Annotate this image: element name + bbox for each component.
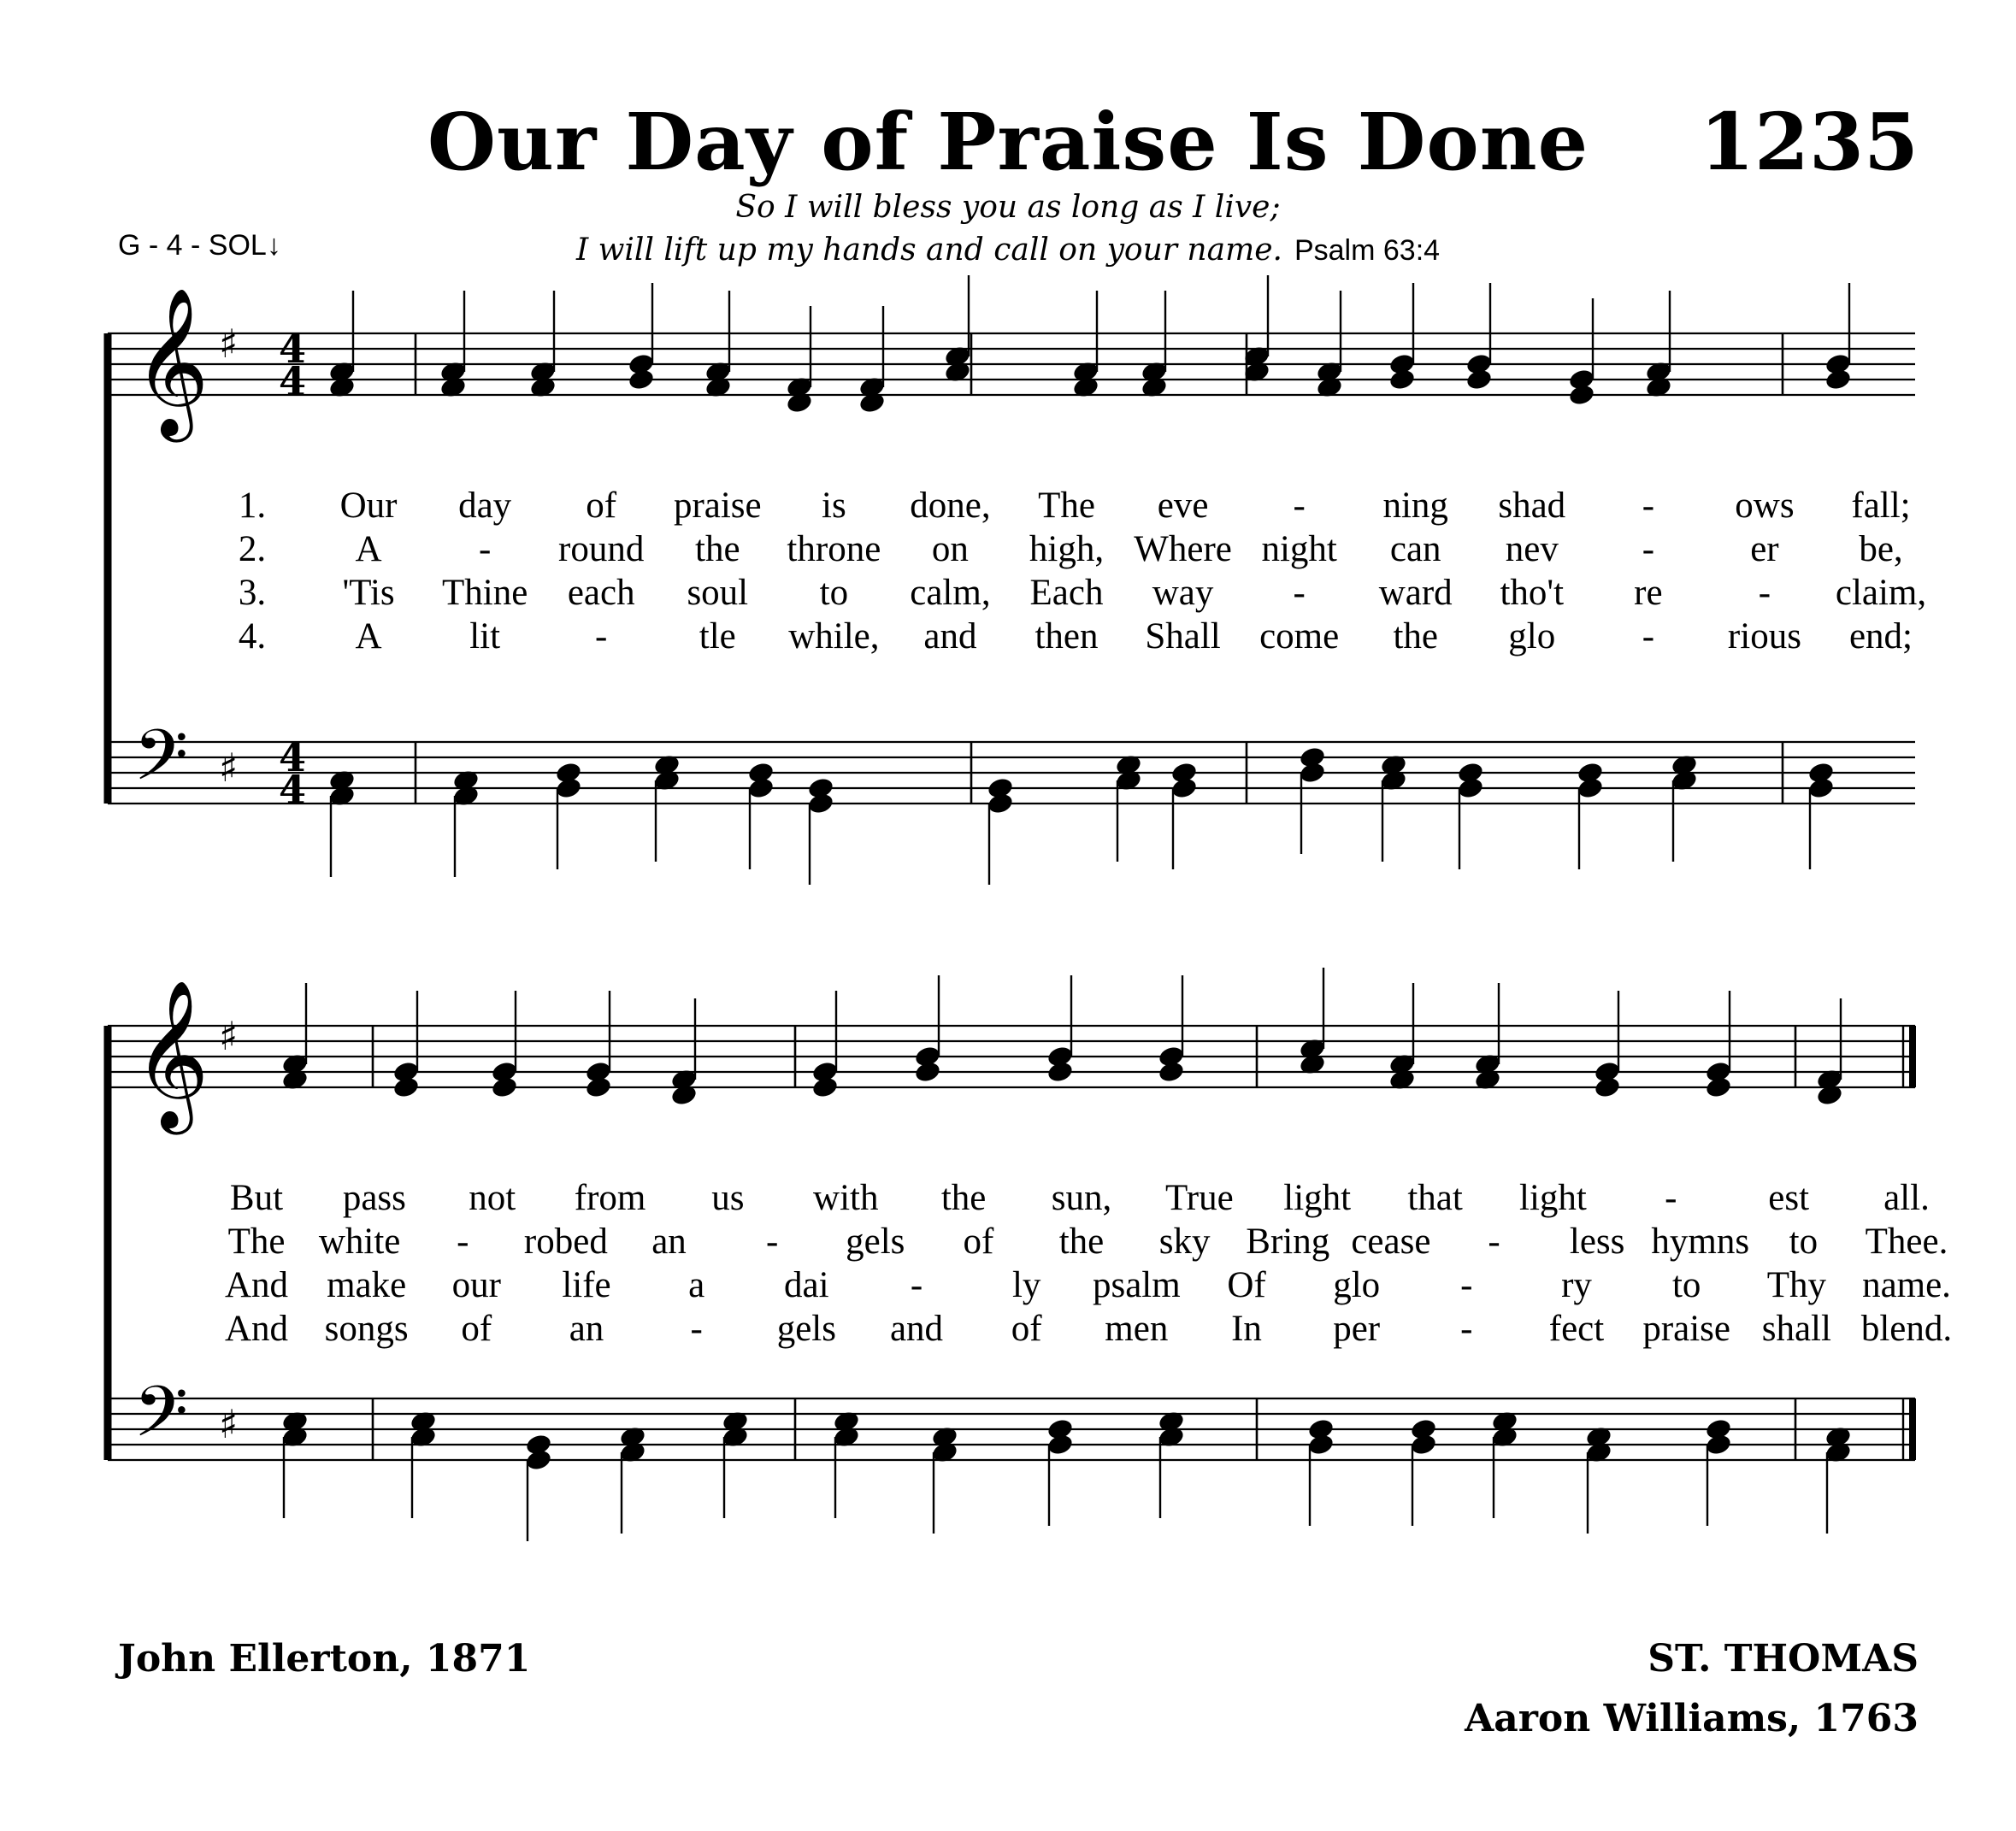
composer: Aaron Williams, 1763: [1465, 1697, 1919, 1740]
lyric-syllable: round: [558, 529, 645, 569]
lyric-syllable: all.: [1883, 1178, 1930, 1218]
notehead: [627, 368, 655, 392]
lyric-syllable: and: [889, 1309, 944, 1349]
lyric-syllable: -: [1488, 1222, 1500, 1262]
lyric-syllable: And: [224, 1265, 289, 1305]
lyric-syllable: to: [1789, 1222, 1819, 1262]
lyric-syllable: Thy: [1766, 1265, 1826, 1305]
sharp-icon: ♯: [219, 321, 239, 367]
lyric-syllable: then: [1035, 616, 1099, 656]
lyric-syllable: Thine: [441, 573, 528, 613]
lyric-syllable: an: [651, 1222, 687, 1262]
lyric-syllable: throne: [787, 529, 881, 569]
lyric-syllable: -: [690, 1309, 703, 1349]
notehead: [1046, 1433, 1074, 1457]
notehead: [1298, 761, 1326, 785]
lyric-syllable: glo: [1508, 616, 1556, 656]
notehead: [1170, 776, 1198, 800]
lyric-syllable: -: [457, 1222, 469, 1262]
notehead: [1409, 1433, 1437, 1457]
lyric-syllable: -: [1642, 486, 1655, 526]
sharp-icon: ♯: [219, 1013, 239, 1059]
lyric-syllable: come: [1259, 616, 1340, 656]
notehead: [490, 1075, 518, 1099]
notehead: [1567, 383, 1595, 407]
lyric-syllable: The: [1038, 486, 1095, 526]
lyric-syllable: the: [695, 529, 740, 569]
notehead: [806, 792, 834, 815]
lyric-syllable: eve: [1157, 486, 1209, 526]
time-signature-top: 4: [279, 734, 307, 780]
lyric-syllable: -: [765, 1222, 779, 1262]
notehead: [1704, 1433, 1732, 1457]
lyric-syllable: -: [1460, 1265, 1473, 1305]
lyric-syllable: fall;: [1851, 486, 1911, 526]
lyric-syllable: Where: [1134, 529, 1232, 569]
lyric-syllable: each: [567, 573, 635, 613]
lyric-syllable: 'Tis: [342, 573, 395, 613]
notes: [280, 275, 1852, 1541]
lyric-syllable: praise: [1642, 1309, 1731, 1349]
lyric-syllable: and: [923, 616, 977, 656]
lyric-syllable: psalm: [1092, 1265, 1181, 1305]
lyric-syllable: Bring: [1246, 1222, 1330, 1262]
lyric-syllable: 1.: [238, 486, 267, 526]
tune-name: ST. THOMAS: [1648, 1637, 1919, 1681]
lyric-syllable: ows: [1735, 486, 1795, 526]
notehead: [1306, 1433, 1335, 1457]
notehead: [811, 1075, 839, 1099]
notehead: [1456, 776, 1484, 800]
lyric-syllable: the: [1058, 1222, 1105, 1262]
lyric-syllable: -: [478, 529, 492, 569]
lyric-syllable: True: [1165, 1178, 1234, 1218]
scripture-line-2-text: I will lift up my hands and call on your name.: [575, 233, 1282, 268]
lyric-syllable: A: [355, 616, 382, 656]
lyric-syllable: Of: [1227, 1265, 1266, 1305]
lyric-syllable: ry: [1561, 1265, 1592, 1305]
lyric-syllable: The: [227, 1222, 286, 1262]
lyric-syllable: of: [1011, 1309, 1042, 1349]
sharp-icon: ♯: [219, 745, 239, 791]
lyric-syllable: to: [819, 573, 849, 613]
notehead: [392, 1075, 420, 1099]
time-signature-bottom: 4: [279, 358, 307, 404]
lyric-syllable: high,: [1029, 529, 1105, 569]
bass-clef-icon: 𝄢: [133, 1370, 189, 1470]
lyric-syllable: light: [1283, 1178, 1352, 1218]
lyric-syllable: of: [586, 486, 617, 526]
lyric-syllable: cease: [1351, 1222, 1431, 1262]
lyric-syllable: on: [931, 529, 969, 569]
lyric-syllable: of: [963, 1222, 994, 1262]
scripture-reference: Psalm 63:4: [1294, 234, 1441, 267]
lyric-syllable: glo: [1333, 1265, 1381, 1305]
treble-clef-icon: 𝄞: [133, 980, 209, 1128]
lyric-syllable: with: [813, 1178, 879, 1218]
lyric-syllable: sky: [1158, 1222, 1211, 1262]
lyric-syllable: calm,: [910, 573, 991, 613]
lyric-syllable: make: [327, 1265, 407, 1305]
lyric-syllable: gels: [846, 1222, 905, 1262]
lyric-syllable: ning: [1382, 486, 1448, 526]
lyric-syllable: nev: [1505, 529, 1559, 569]
lyric-syllable: ward: [1378, 573, 1453, 613]
lyric-syllable: while,: [788, 616, 880, 656]
hymn-number: 1235: [1699, 96, 1919, 188]
lyric-syllable: us: [711, 1178, 745, 1218]
notehead: [1465, 368, 1493, 392]
notehead: [554, 776, 582, 800]
lyric-syllable: an: [569, 1309, 604, 1349]
notehead: [524, 1448, 552, 1472]
lyric-syllable: est: [1768, 1178, 1810, 1218]
hymn-title: Our Day of Praise Is Done: [427, 96, 1589, 188]
lyric-syllable: In: [1231, 1309, 1262, 1349]
notehead: [1704, 1075, 1732, 1099]
lyric-syllable: done,: [910, 486, 991, 526]
lyric-syllable: tho't: [1500, 573, 1565, 613]
lyric-syllable: tle: [699, 616, 736, 656]
lyric-syllable: Thee.: [1865, 1222, 1948, 1262]
notehead: [746, 776, 775, 800]
notehead: [1046, 1060, 1074, 1084]
notehead: [1576, 776, 1604, 800]
lyric-syllable: be,: [1859, 529, 1903, 569]
notehead: [1593, 1075, 1621, 1099]
treble-clef-icon: 𝄞: [133, 287, 209, 436]
notehead: [1388, 368, 1416, 392]
lyric-syllable: white: [318, 1222, 401, 1262]
notehead: [1157, 1060, 1185, 1084]
lyric-syllable: is: [822, 486, 846, 526]
lyric-syllable: our: [451, 1265, 501, 1305]
lyric-syllable: per: [1333, 1309, 1381, 1349]
lyric-syllable: re: [1634, 573, 1663, 613]
lyric-syllable: -: [1460, 1309, 1473, 1349]
lyric-syllable: -: [1293, 573, 1306, 613]
lyric-syllable: light: [1519, 1178, 1587, 1218]
notehead: [1824, 368, 1852, 392]
key-info: G - 4 - SOL↓: [118, 229, 281, 262]
lyric-syllable: ly: [1011, 1265, 1041, 1305]
notehead: [913, 1060, 941, 1084]
lyric-syllable: praise: [673, 486, 762, 526]
lyric-syllable: lit: [469, 616, 501, 656]
lyric-syllable: sun,: [1051, 1178, 1112, 1218]
scripture-line-1: So I will bless you as long as I live;: [735, 190, 1281, 225]
lyric-syllable: not: [469, 1178, 516, 1218]
notehead: [1807, 776, 1835, 800]
lyric-syllable: blend.: [1860, 1309, 1953, 1349]
lyric-syllable: soul: [687, 573, 749, 613]
lyric-syllable: A: [355, 529, 382, 569]
lyric-syllable: -: [1665, 1178, 1677, 1218]
lyric-syllable: And: [224, 1309, 289, 1349]
lyric-syllable: hymns: [1651, 1222, 1750, 1262]
notehead: [584, 1075, 612, 1099]
lyric-syllable: to: [1671, 1265, 1701, 1305]
lyric-syllable: 3.: [238, 573, 267, 613]
notehead: [986, 792, 1014, 815]
lyric-syllable: gels: [776, 1309, 836, 1349]
lyric-syllable: pass: [342, 1178, 406, 1218]
lyric-syllable: way: [1152, 573, 1214, 613]
lyric-syllable: 4.: [238, 616, 267, 656]
lyric-syllable: rious: [1727, 616, 1801, 656]
lyric-syllable: -: [910, 1265, 923, 1305]
lyric-syllable: robed: [523, 1222, 608, 1262]
time-signature-top: 4: [279, 326, 307, 372]
lyric-syllable: -: [1758, 573, 1771, 613]
lyric-syllable: the: [1393, 616, 1438, 656]
lyric-syllable: of: [461, 1309, 492, 1349]
lyric-syllable: 2.: [238, 529, 267, 569]
text-author: John Ellerton, 1871: [118, 1637, 531, 1681]
lyric-syllable: end;: [1848, 616, 1913, 656]
lyric-syllable: Each: [1029, 573, 1104, 613]
lyric-syllable: shad: [1498, 486, 1566, 526]
lyric-syllable: the: [940, 1178, 987, 1218]
lyric-syllable: dai: [784, 1265, 829, 1305]
sharp-icon: ♯: [219, 1401, 239, 1447]
lyric-syllable: -: [1293, 486, 1306, 526]
lyric-syllable: fect: [1548, 1309, 1605, 1349]
lyric-syllable: claim,: [1835, 573, 1927, 613]
bass-clef-icon: 𝄢: [133, 714, 189, 814]
lyric-syllable: life: [562, 1265, 611, 1305]
lyric-syllable: can: [1389, 529, 1441, 569]
lyric-syllable: -: [1642, 616, 1655, 656]
lyric-syllable: Shall: [1145, 616, 1221, 656]
lyric-syllable: Our: [339, 486, 398, 526]
lyric-syllable: day: [458, 486, 512, 526]
lyric-syllable: night: [1261, 529, 1337, 569]
lyric-syllable: name.: [1862, 1265, 1951, 1305]
time-signature-bottom: 4: [279, 767, 307, 813]
lyric-syllable: -: [1642, 529, 1655, 569]
lyric-syllable: a: [688, 1265, 705, 1305]
lyric-syllable: But: [229, 1178, 284, 1218]
lyric-syllable: songs: [324, 1309, 409, 1349]
lyrics: [225, 486, 1952, 1349]
lyric-syllable: from: [574, 1178, 646, 1218]
lyric-syllable: er: [1750, 529, 1779, 569]
lyric-syllable: that: [1407, 1178, 1463, 1218]
lyric-syllable: men: [1105, 1309, 1169, 1349]
lyric-syllable: less: [1569, 1222, 1625, 1262]
lyric-syllable: -: [595, 616, 608, 656]
lyric-syllable: shall: [1761, 1309, 1831, 1349]
